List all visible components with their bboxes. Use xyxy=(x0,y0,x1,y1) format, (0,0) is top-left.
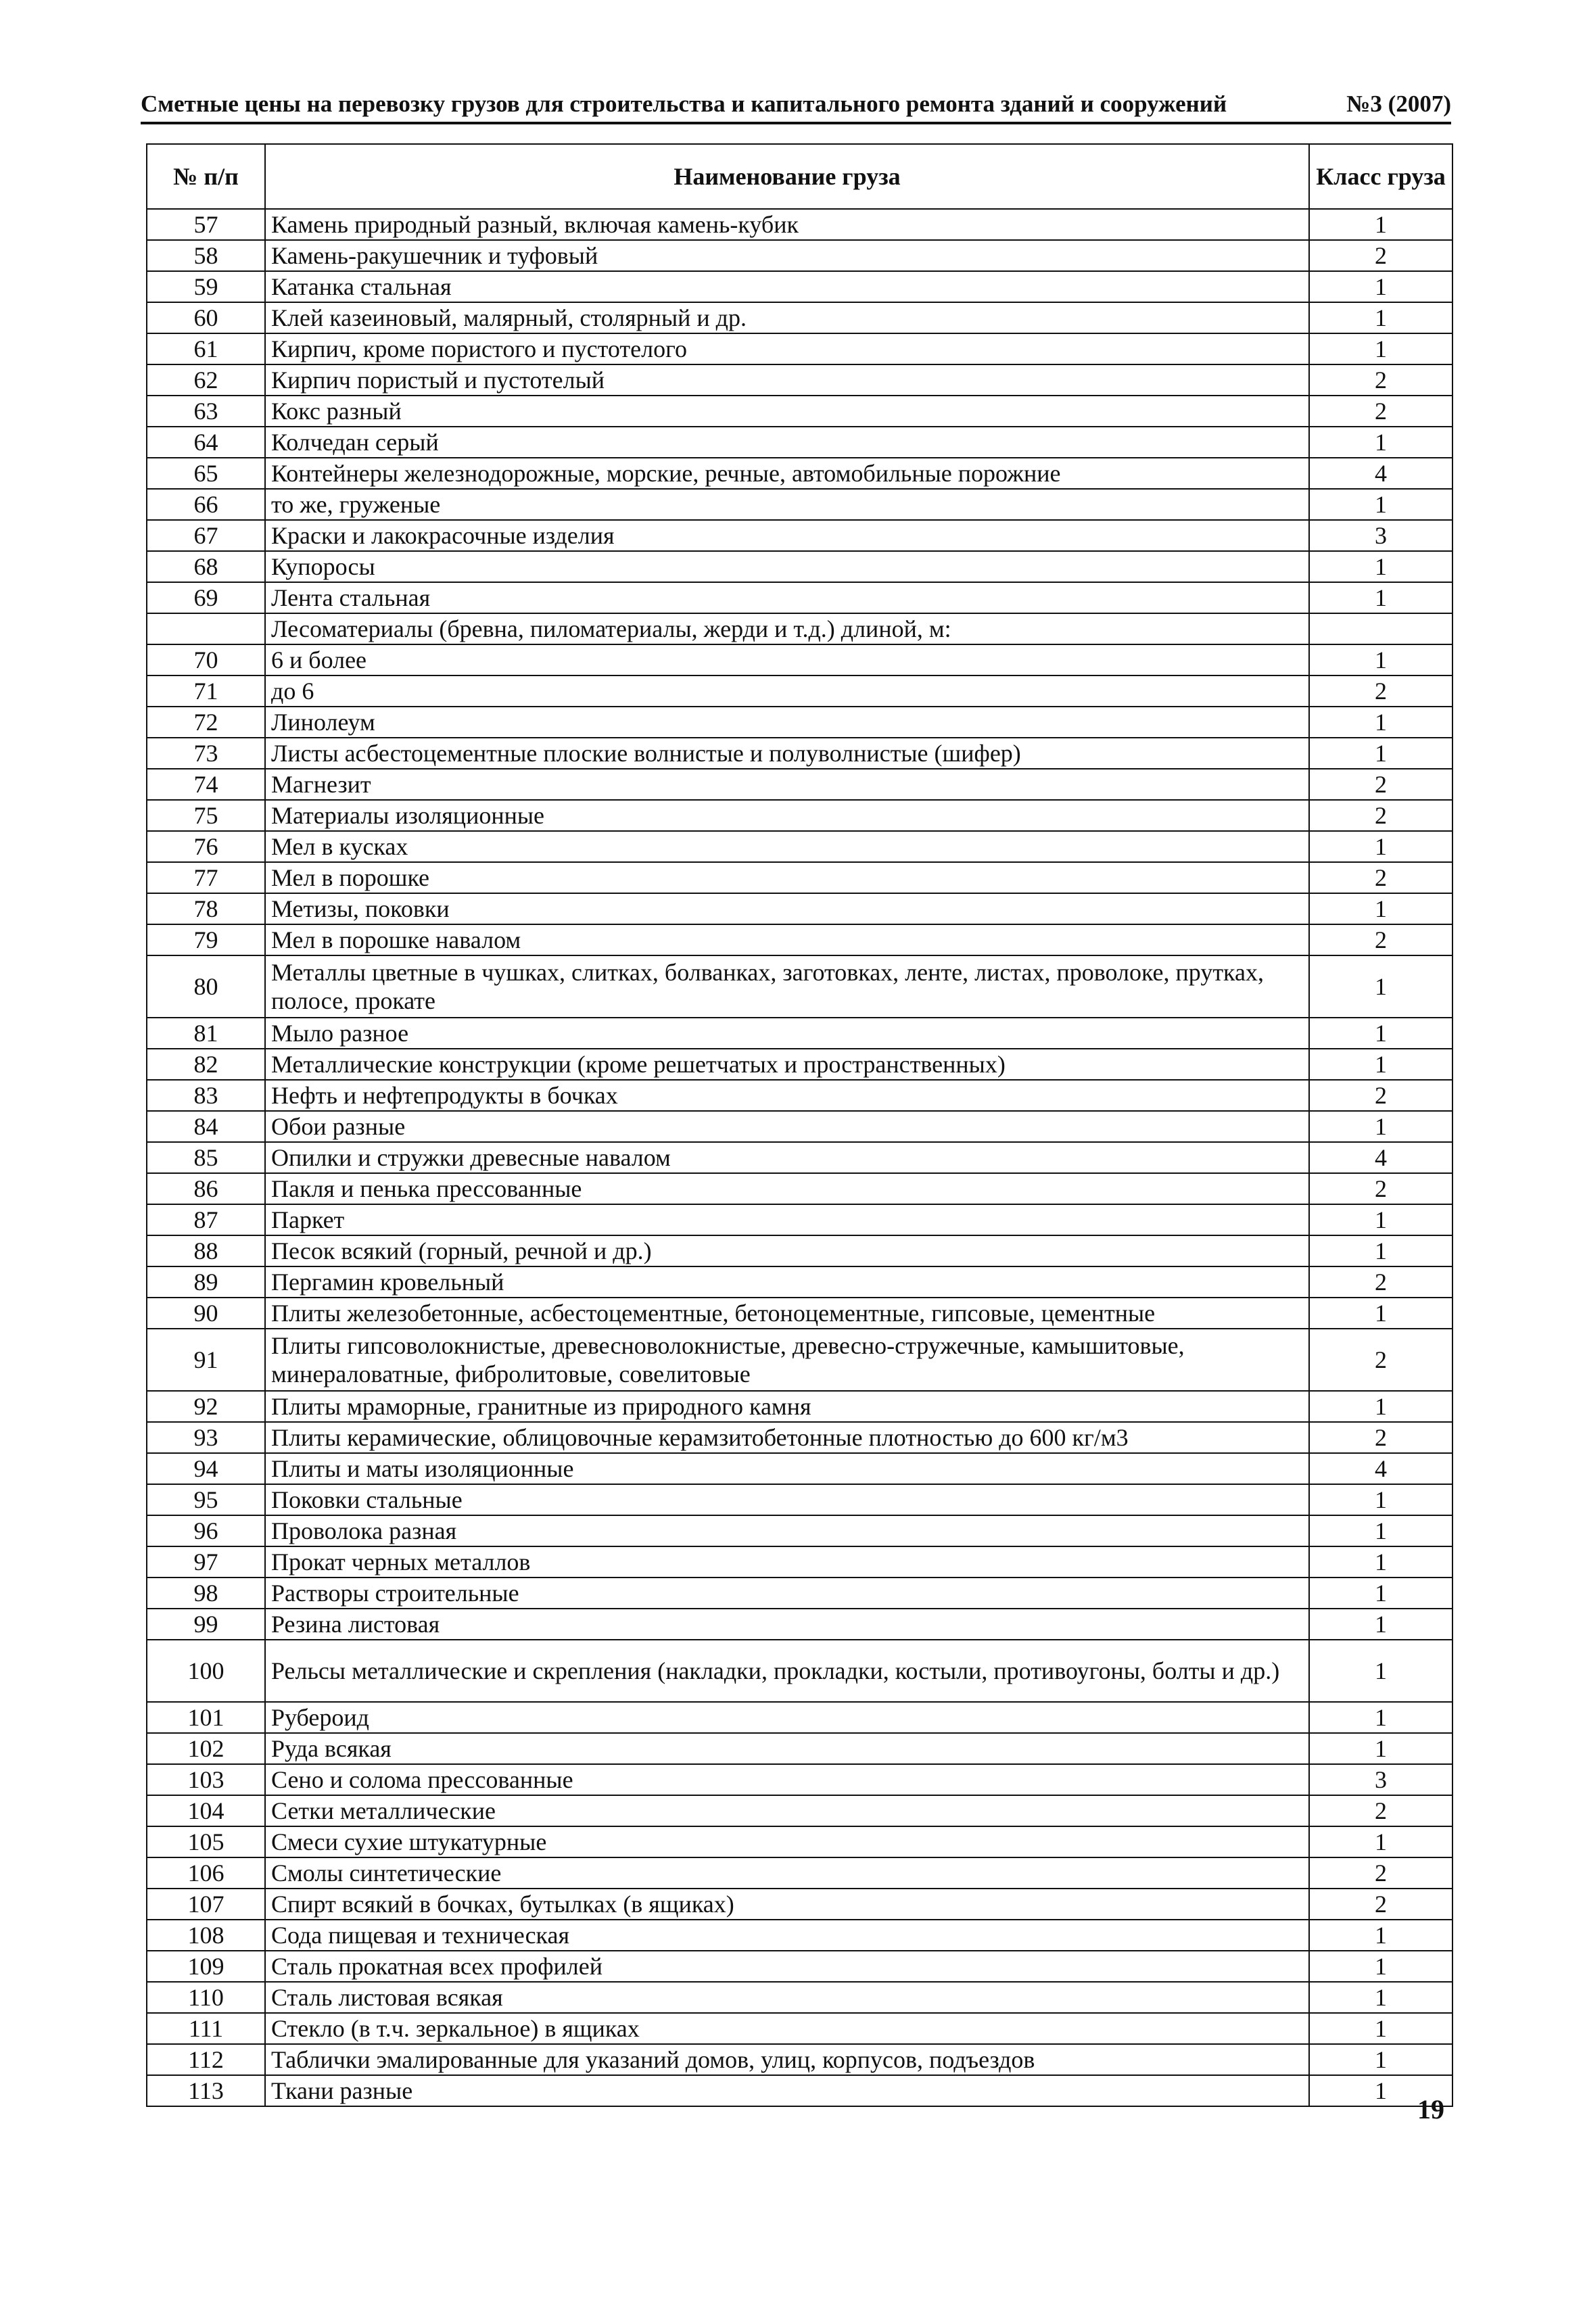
cell-cargo-class: 1 xyxy=(1309,1484,1452,1515)
table-row xyxy=(147,1920,1452,1951)
table-row xyxy=(147,1111,1452,1142)
cell-cargo-class: 1 xyxy=(1309,489,1452,520)
table-row xyxy=(147,738,1452,769)
cargo-class-table xyxy=(146,143,1453,2107)
cell-cargo-name: Плиты керамические, облицовочные керамзитобетонные плотностью до 600 кг/м3 xyxy=(265,1422,1309,1453)
table-row xyxy=(147,1204,1452,1235)
cell-cargo-class: 1 xyxy=(1309,893,1452,924)
page-number: 19 xyxy=(1417,2094,1444,2125)
cell-number: 93 xyxy=(147,1422,265,1453)
cell-cargo-class: 2 xyxy=(1309,240,1452,271)
cell-cargo-class: 1 xyxy=(1309,1515,1452,1546)
cell-cargo-class: 1 xyxy=(1309,427,1452,458)
table-header-row xyxy=(147,144,1452,209)
table-row xyxy=(147,1235,1452,1266)
cell-number xyxy=(147,613,265,644)
cell-cargo-name: Рубероид xyxy=(265,1702,1309,1733)
cell-cargo-class: 2 xyxy=(1309,924,1452,955)
cell-number: 69 xyxy=(147,582,265,613)
cell-cargo-name: Сено и солома прессованные xyxy=(265,1764,1309,1795)
cell-cargo-name: Кирпич, кроме пористого и пустотелого xyxy=(265,333,1309,364)
cell-cargo-class: 1 xyxy=(1309,333,1452,364)
cell-number: 83 xyxy=(147,1080,265,1111)
table-row xyxy=(147,209,1452,240)
cell-number: 71 xyxy=(147,675,265,707)
table-row xyxy=(147,1422,1452,1453)
cell-number: 103 xyxy=(147,1764,265,1795)
cell-number: 104 xyxy=(147,1795,265,1826)
cell-cargo-class: 1 xyxy=(1309,1235,1452,1266)
table-row xyxy=(147,1484,1452,1515)
cell-number: 64 xyxy=(147,427,265,458)
cell-number: 101 xyxy=(147,1702,265,1733)
cell-cargo-class: 1 xyxy=(1309,1826,1452,1857)
table-row xyxy=(147,582,1452,613)
cell-cargo-class: 2 xyxy=(1309,1889,1452,1920)
cell-cargo-name: Нефть и нефтепродукты в бочках xyxy=(265,1080,1309,1111)
cell-cargo-class: 1 xyxy=(1309,302,1452,333)
cell-cargo-class: 1 xyxy=(1309,1951,1452,1982)
cell-cargo-name: Ткани разные xyxy=(265,2075,1309,2106)
table-row xyxy=(147,1546,1452,1578)
cell-cargo-class: 1 xyxy=(1309,2013,1452,2044)
column-header-class: Класс груза xyxy=(1309,144,1452,209)
cell-cargo-class: 1 xyxy=(1309,1733,1452,1764)
header-title: Сметные цены на перевозку грузов для строительства и капитального ремонта зданий и сооружений xyxy=(141,91,1227,117)
cell-cargo-name: Мел в порошке xyxy=(265,862,1309,893)
cell-number: 86 xyxy=(147,1173,265,1204)
cell-cargo-name: Кирпич пористый и пустотелый xyxy=(265,364,1309,396)
cell-cargo-class: 1 xyxy=(1309,1204,1452,1235)
cell-cargo-name: Лента стальная xyxy=(265,582,1309,613)
cell-cargo-name: Катанка стальная xyxy=(265,271,1309,302)
table-row xyxy=(147,1857,1452,1889)
cell-cargo-class: 2 xyxy=(1309,769,1452,800)
cell-cargo-name: Краски и лакокрасочные изделия xyxy=(265,520,1309,551)
cell-cargo-class: 1 xyxy=(1309,955,1452,1018)
cell-cargo-class: 1 xyxy=(1309,2075,1452,2106)
cell-cargo-class: 2 xyxy=(1309,396,1452,427)
table-row xyxy=(147,1733,1452,1764)
table-row xyxy=(147,1142,1452,1173)
cell-cargo-class: 1 xyxy=(1309,1920,1452,1951)
table-row xyxy=(147,240,1452,271)
cell-cargo-class: 2 xyxy=(1309,1857,1452,1889)
table-row xyxy=(147,333,1452,364)
table-row xyxy=(147,1080,1452,1111)
cell-cargo-name: Лесоматериалы (бревна, пиломатериалы, жерди и т.д.) длиной, м: xyxy=(265,613,1309,644)
cell-number: 108 xyxy=(147,1920,265,1951)
cell-cargo-name: Спирт всякий в бочках, бутылках (в ящиках) xyxy=(265,1889,1309,1920)
table-row xyxy=(147,1453,1452,1484)
cell-cargo-class: 1 xyxy=(1309,1640,1452,1702)
cell-number: 63 xyxy=(147,396,265,427)
table-row xyxy=(147,1702,1452,1733)
cell-number: 112 xyxy=(147,2044,265,2075)
cell-cargo-name: Поковки стальные xyxy=(265,1484,1309,1515)
cell-number: 110 xyxy=(147,1982,265,2013)
cell-number: 75 xyxy=(147,800,265,831)
cell-number: 111 xyxy=(147,2013,265,2044)
cell-cargo-name: Резина листовая xyxy=(265,1609,1309,1640)
cell-cargo-name: Камень природный разный, включая камень-кубик xyxy=(265,209,1309,240)
cell-cargo-name: Песок всякий (горный, речной и др.) xyxy=(265,1235,1309,1266)
cell-cargo-name: Обои разные xyxy=(265,1111,1309,1142)
cell-number: 77 xyxy=(147,862,265,893)
cell-cargo-name: Рельсы металлические и скрепления (накладки, прокладки, костыли, противоугоны, болты и др.) xyxy=(265,1640,1309,1702)
cell-cargo-class: 1 xyxy=(1309,2044,1452,2075)
cell-cargo-class: 1 xyxy=(1309,1982,1452,2013)
cell-cargo-name: Кокс разный xyxy=(265,396,1309,427)
cell-number: 61 xyxy=(147,333,265,364)
cell-cargo-class: 1 xyxy=(1309,831,1452,862)
cell-cargo-class xyxy=(1309,613,1452,644)
cell-cargo-class: 1 xyxy=(1309,1298,1452,1329)
cell-cargo-class: 2 xyxy=(1309,675,1452,707)
cell-cargo-class: 3 xyxy=(1309,520,1452,551)
cell-number: 90 xyxy=(147,1298,265,1329)
cell-number: 89 xyxy=(147,1266,265,1298)
table-row xyxy=(147,675,1452,707)
cell-number: 100 xyxy=(147,1640,265,1702)
cell-cargo-name: Смеси сухие штукатурные xyxy=(265,1826,1309,1857)
table-row xyxy=(147,1049,1452,1080)
table-row xyxy=(147,1578,1452,1609)
cell-number: 102 xyxy=(147,1733,265,1764)
cell-number: 76 xyxy=(147,831,265,862)
cell-cargo-class: 1 xyxy=(1309,1018,1452,1049)
cell-cargo-class: 2 xyxy=(1309,364,1452,396)
table-row xyxy=(147,1609,1452,1640)
cell-number: 58 xyxy=(147,240,265,271)
cell-cargo-name: Проволока разная xyxy=(265,1515,1309,1546)
cell-cargo-class: 2 xyxy=(1309,1329,1452,1391)
table-row xyxy=(147,1018,1452,1049)
table-row xyxy=(147,831,1452,862)
table-row xyxy=(147,1173,1452,1204)
table-row xyxy=(147,427,1452,458)
cell-cargo-class: 1 xyxy=(1309,1702,1452,1733)
header-issue: №3 (2007) xyxy=(1346,91,1451,117)
cell-cargo-name: Метизы, поковки xyxy=(265,893,1309,924)
cell-cargo-name: до 6 xyxy=(265,675,1309,707)
cell-number: 94 xyxy=(147,1453,265,1484)
cell-cargo-class: 1 xyxy=(1309,738,1452,769)
cell-cargo-name: Колчедан серый xyxy=(265,427,1309,458)
table-row xyxy=(147,862,1452,893)
table-row xyxy=(147,1764,1452,1795)
cell-number: 57 xyxy=(147,209,265,240)
cell-cargo-name: Сталь прокатная всех профилей xyxy=(265,1951,1309,1982)
cell-number: 106 xyxy=(147,1857,265,1889)
table-body xyxy=(147,209,1452,2106)
cell-number: 62 xyxy=(147,364,265,396)
table-row xyxy=(147,2075,1452,2106)
cell-number: 66 xyxy=(147,489,265,520)
cell-number: 73 xyxy=(147,738,265,769)
table-row xyxy=(147,2044,1452,2075)
cell-number: 91 xyxy=(147,1329,265,1391)
table-row xyxy=(147,551,1452,582)
cell-cargo-class: 1 xyxy=(1309,209,1452,240)
cell-cargo-name: Купоросы xyxy=(265,551,1309,582)
table-row xyxy=(147,302,1452,333)
cell-cargo-name: Плиты железобетонные, асбестоцементные, бетоноцементные, гипсовые, цементные xyxy=(265,1298,1309,1329)
cell-number: 95 xyxy=(147,1484,265,1515)
table-row xyxy=(147,489,1452,520)
cell-number: 67 xyxy=(147,520,265,551)
table-row xyxy=(147,955,1452,1018)
cell-cargo-name: Мыло разное xyxy=(265,1018,1309,1049)
table-row xyxy=(147,707,1452,738)
cell-cargo-class: 2 xyxy=(1309,800,1452,831)
cell-cargo-class: 2 xyxy=(1309,1080,1452,1111)
cell-number: 109 xyxy=(147,1951,265,1982)
table-row xyxy=(147,1515,1452,1546)
cell-cargo-name: Таблички эмалированные для указаний домов, улиц, корпусов, подъездов xyxy=(265,2044,1309,2075)
cell-number: 80 xyxy=(147,955,265,1018)
table-row xyxy=(147,1795,1452,1826)
cell-number: 84 xyxy=(147,1111,265,1142)
cell-cargo-name: Руда всякая xyxy=(265,1733,1309,1764)
cell-cargo-name: Пакля и пенька прессованные xyxy=(265,1173,1309,1204)
cell-number: 70 xyxy=(147,644,265,675)
cell-number: 88 xyxy=(147,1235,265,1266)
table-row xyxy=(147,893,1452,924)
cell-number: 107 xyxy=(147,1889,265,1920)
table-row xyxy=(147,1298,1452,1329)
cell-cargo-class: 2 xyxy=(1309,1795,1452,1826)
cell-cargo-class: 3 xyxy=(1309,1764,1452,1795)
cell-cargo-name: Контейнеры железнодорожные, морские, речные, автомобильные порожние xyxy=(265,458,1309,489)
cell-cargo-name: Клей казеиновый, малярный, столярный и др. xyxy=(265,302,1309,333)
cell-cargo-name: Мел в порошке навалом xyxy=(265,924,1309,955)
cell-cargo-name: Растворы строительные xyxy=(265,1578,1309,1609)
cell-cargo-name: Опилки и стружки древесные навалом xyxy=(265,1142,1309,1173)
table-row xyxy=(147,1329,1452,1391)
cell-cargo-name: Листы асбестоцементные плоские волнистые и полуволнистые (шифер) xyxy=(265,738,1309,769)
cell-number: 65 xyxy=(147,458,265,489)
cell-cargo-name: Стекло (в т.ч. зеркальное) в ящиках xyxy=(265,2013,1309,2044)
table-row xyxy=(147,396,1452,427)
cell-cargo-name: Металлы цветные в чушках, слитках, болванках, заготовках, ленте, листах, проволоке, прутках, полосе, прокате xyxy=(265,955,1309,1018)
cell-cargo-name: Пергамин кровельный xyxy=(265,1266,1309,1298)
table-row xyxy=(147,2013,1452,2044)
cell-number: 96 xyxy=(147,1515,265,1546)
cell-cargo-class: 4 xyxy=(1309,1142,1452,1173)
cell-number: 79 xyxy=(147,924,265,955)
cell-number: 85 xyxy=(147,1142,265,1173)
cell-number: 92 xyxy=(147,1391,265,1422)
cell-cargo-name: Сода пищевая и техническая xyxy=(265,1920,1309,1951)
table-row xyxy=(147,769,1452,800)
cell-cargo-class: 1 xyxy=(1309,707,1452,738)
cell-cargo-class: 1 xyxy=(1309,271,1452,302)
cell-cargo-name: Материалы изоляционные xyxy=(265,800,1309,831)
table-row xyxy=(147,1640,1452,1702)
cell-cargo-class: 1 xyxy=(1309,1546,1452,1578)
cell-number: 68 xyxy=(147,551,265,582)
cell-cargo-name: Плиты гипсоволокнистые, древесноволокнистые, древесно-стружечные, камышитовые, минераловатные, фибролитовые, совелитовые xyxy=(265,1329,1309,1391)
table-row xyxy=(147,364,1452,396)
cell-cargo-name: Линолеум xyxy=(265,707,1309,738)
table-row xyxy=(147,1391,1452,1422)
cell-cargo-class: 2 xyxy=(1309,1266,1452,1298)
cell-cargo-class: 1 xyxy=(1309,1111,1452,1142)
table-row xyxy=(147,271,1452,302)
cell-number: 81 xyxy=(147,1018,265,1049)
cell-cargo-name: то же, груженые xyxy=(265,489,1309,520)
cell-cargo-class: 4 xyxy=(1309,1453,1452,1484)
cell-cargo-class: 4 xyxy=(1309,458,1452,489)
cell-cargo-name: Магнезит xyxy=(265,769,1309,800)
cell-cargo-class: 1 xyxy=(1309,1578,1452,1609)
cell-number: 60 xyxy=(147,302,265,333)
cell-cargo-name: Металлические конструкции (кроме решетчатых и пространственных) xyxy=(265,1049,1309,1080)
table-row xyxy=(147,1266,1452,1298)
cell-cargo-class: 1 xyxy=(1309,1391,1452,1422)
cell-number: 97 xyxy=(147,1546,265,1578)
cell-cargo-class: 1 xyxy=(1309,582,1452,613)
cell-cargo-name: Камень-ракушечник и туфовый xyxy=(265,240,1309,271)
table-row xyxy=(147,1889,1452,1920)
cell-cargo-class: 1 xyxy=(1309,1609,1452,1640)
table-row xyxy=(147,644,1452,675)
cell-cargo-name: 6 и более xyxy=(265,644,1309,675)
cell-cargo-name: Сетки металлические xyxy=(265,1795,1309,1826)
cell-cargo-class: 2 xyxy=(1309,1173,1452,1204)
table-row xyxy=(147,1951,1452,1982)
table-row xyxy=(147,1982,1452,2013)
table-row xyxy=(147,613,1452,644)
cell-number: 105 xyxy=(147,1826,265,1857)
cell-cargo-class: 1 xyxy=(1309,1049,1452,1080)
cell-number: 59 xyxy=(147,271,265,302)
cell-number: 72 xyxy=(147,707,265,738)
cell-number: 82 xyxy=(147,1049,265,1080)
cell-number: 74 xyxy=(147,769,265,800)
cell-cargo-name: Мел в кусках xyxy=(265,831,1309,862)
cell-cargo-name: Плиты и маты изоляционные xyxy=(265,1453,1309,1484)
cell-cargo-name: Плиты мраморные, гранитные из природного камня xyxy=(265,1391,1309,1422)
page-header xyxy=(141,82,1451,124)
cell-number: 113 xyxy=(147,2075,265,2106)
cell-number: 78 xyxy=(147,893,265,924)
table-row xyxy=(147,1826,1452,1857)
cell-cargo-name: Смолы синтетические xyxy=(265,1857,1309,1889)
cell-cargo-name: Паркет xyxy=(265,1204,1309,1235)
cell-number: 98 xyxy=(147,1578,265,1609)
cell-number: 99 xyxy=(147,1609,265,1640)
cell-cargo-name: Сталь листовая всякая xyxy=(265,1982,1309,2013)
cell-cargo-class: 2 xyxy=(1309,862,1452,893)
cell-cargo-class: 1 xyxy=(1309,551,1452,582)
cell-cargo-class: 2 xyxy=(1309,1422,1452,1453)
table-row xyxy=(147,458,1452,489)
table-row xyxy=(147,924,1452,955)
cell-cargo-name: Прокат черных металлов xyxy=(265,1546,1309,1578)
table-row xyxy=(147,800,1452,831)
column-header-number: № п/п xyxy=(147,144,265,209)
table-row xyxy=(147,520,1452,551)
column-header-name: Наименование груза xyxy=(265,144,1309,209)
cell-cargo-class: 1 xyxy=(1309,644,1452,675)
cell-number: 87 xyxy=(147,1204,265,1235)
